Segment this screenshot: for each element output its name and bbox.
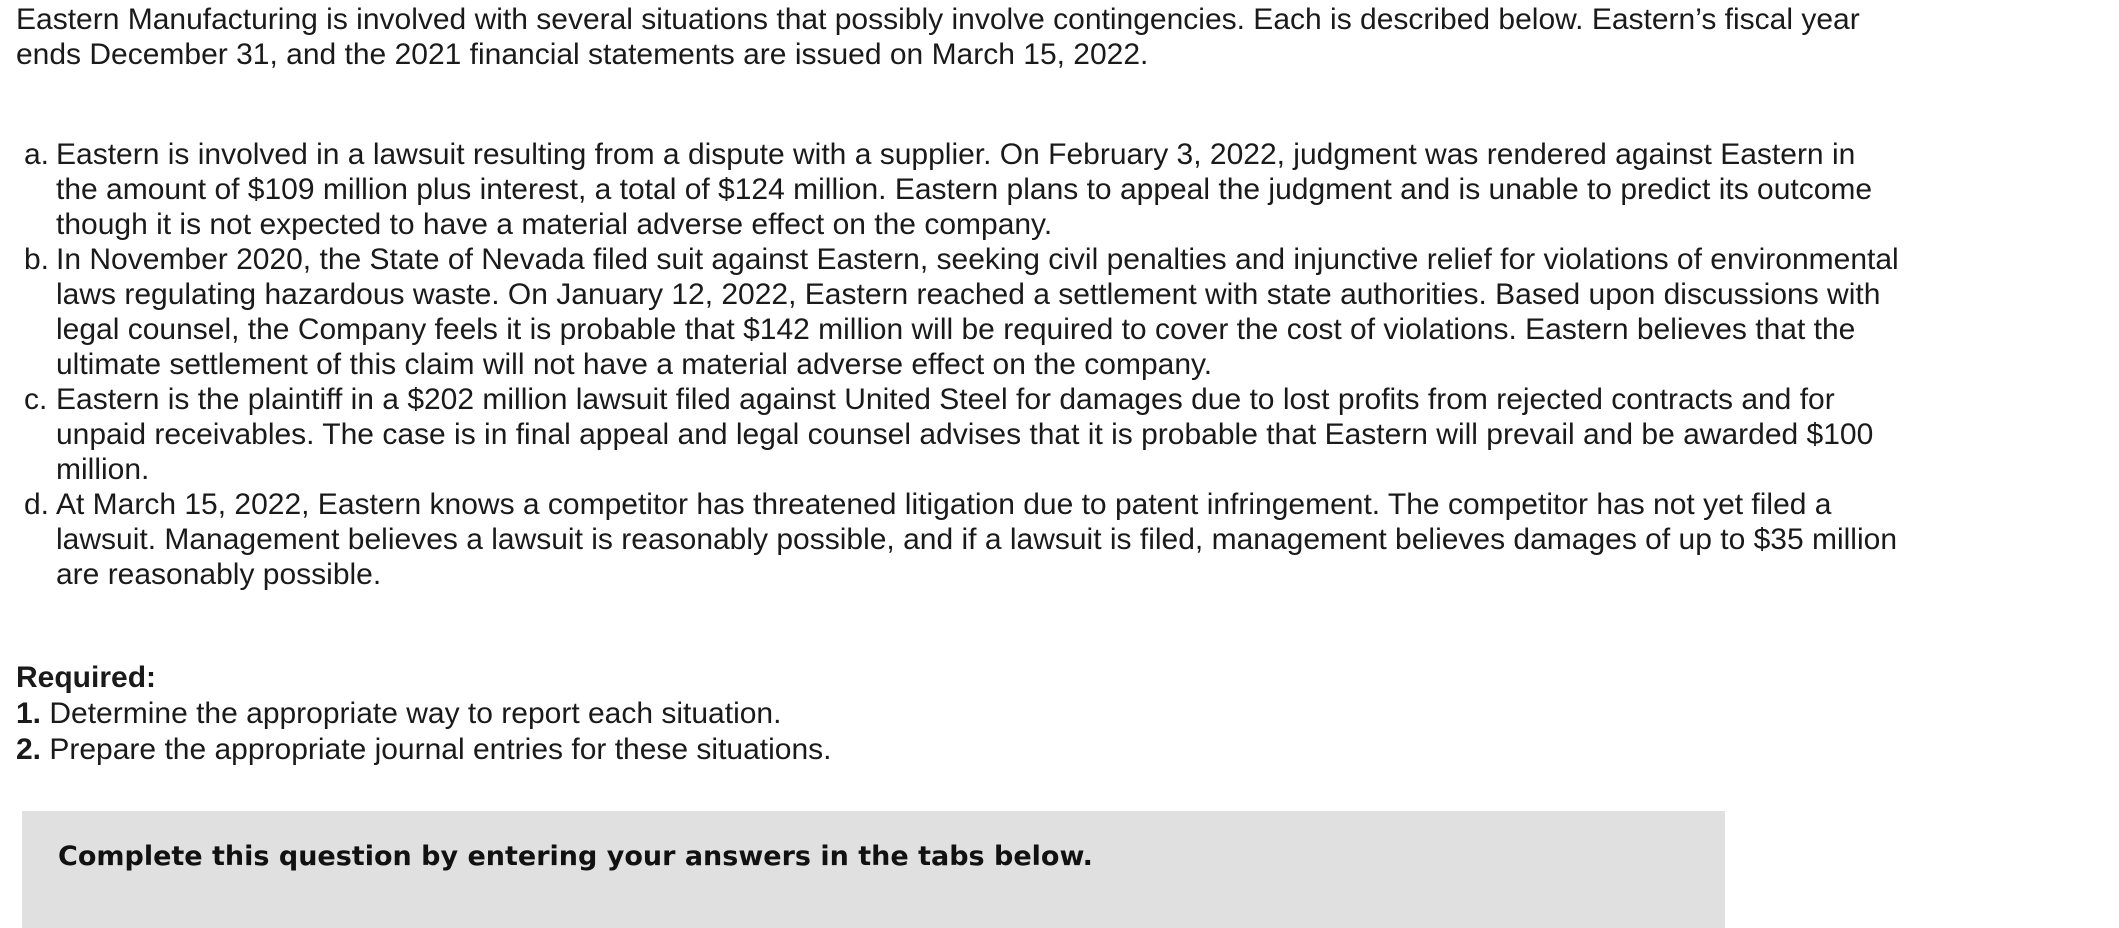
intro-paragraph: Eastern Manufacturing is involved with several situations that possibly involve contingencies. Each is described below. Eastern’s fiscal year ends December 31, and the 2021 financial statements are issued on March 15, 2022.	[16, 3, 1860, 71]
required-number: 1.	[16, 697, 42, 730]
scenario-item-b	[24, 242, 1904, 382]
scenario-letter: d.	[24, 488, 50, 521]
scenario-item-a	[24, 137, 1904, 242]
required-text: Determine the appropriate way to report each situation.	[49, 697, 782, 730]
required-heading: Required:	[16, 661, 157, 694]
required-item-2	[16, 732, 832, 768]
instructions-text: Complete this question by entering your answers in the tabs below.	[58, 841, 1093, 872]
scenario-text: Eastern is the plaintiff in a $202 million lawsuit filed against United Steel for damages due to lost profits from rejected contracts and for unpaid receivables. The case is in final appeal and legal counsel advises that it is probable that Eastern will prevail and be awarded $100 million.	[56, 383, 1874, 486]
required-number: 2.	[16, 733, 42, 766]
required-text: Prepare the appropriate journal entries for these situations.	[49, 733, 832, 766]
required-section	[16, 660, 832, 768]
scenario-text: In November 2020, the State of Nevada filed suit against Eastern, seeking civil penalties and injunctive relief for violations of environmental laws regulating hazardous waste. On January 12, 2022, Eastern reached a settlement with state authorities. Based upon discussions with legal counsel, the Company feels it is probable that $142 million will be required to cover the cost of violations. Eastern believes that the ultimate settlement of this claim will not have a material adverse effect on the company.	[56, 243, 1899, 381]
scenario-text: Eastern is involved in a lawsuit resulting from a dispute with a supplier. On February 3, 2022, judgment was rendered against Eastern in the amount of $109 million plus interest, a total of $124 million. Eastern plans to appeal the judgment and is unable to predict its outcome though it is not expected to have a material adverse effect on the company.	[56, 138, 1873, 241]
question-content	[16, 0, 1916, 766]
scenario-letter: c.	[24, 383, 48, 416]
scenario-letter: a.	[24, 138, 50, 171]
required-item-1	[16, 696, 832, 732]
instructions-panel	[22, 811, 1725, 928]
scenario-item-d	[24, 487, 1904, 592]
scenario-list	[24, 137, 1904, 592]
scenario-letter: b.	[24, 243, 50, 276]
scenario-item-c	[24, 382, 1904, 487]
scenario-text: At March 15, 2022, Eastern knows a competitor has threatened litigation due to patent infringement. The competitor has not yet filed a lawsuit. Management believes a lawsuit is reasonably possible, and if a lawsuit is filed, management believes damages of up to $35 million are reasonably possible.	[56, 488, 1898, 591]
